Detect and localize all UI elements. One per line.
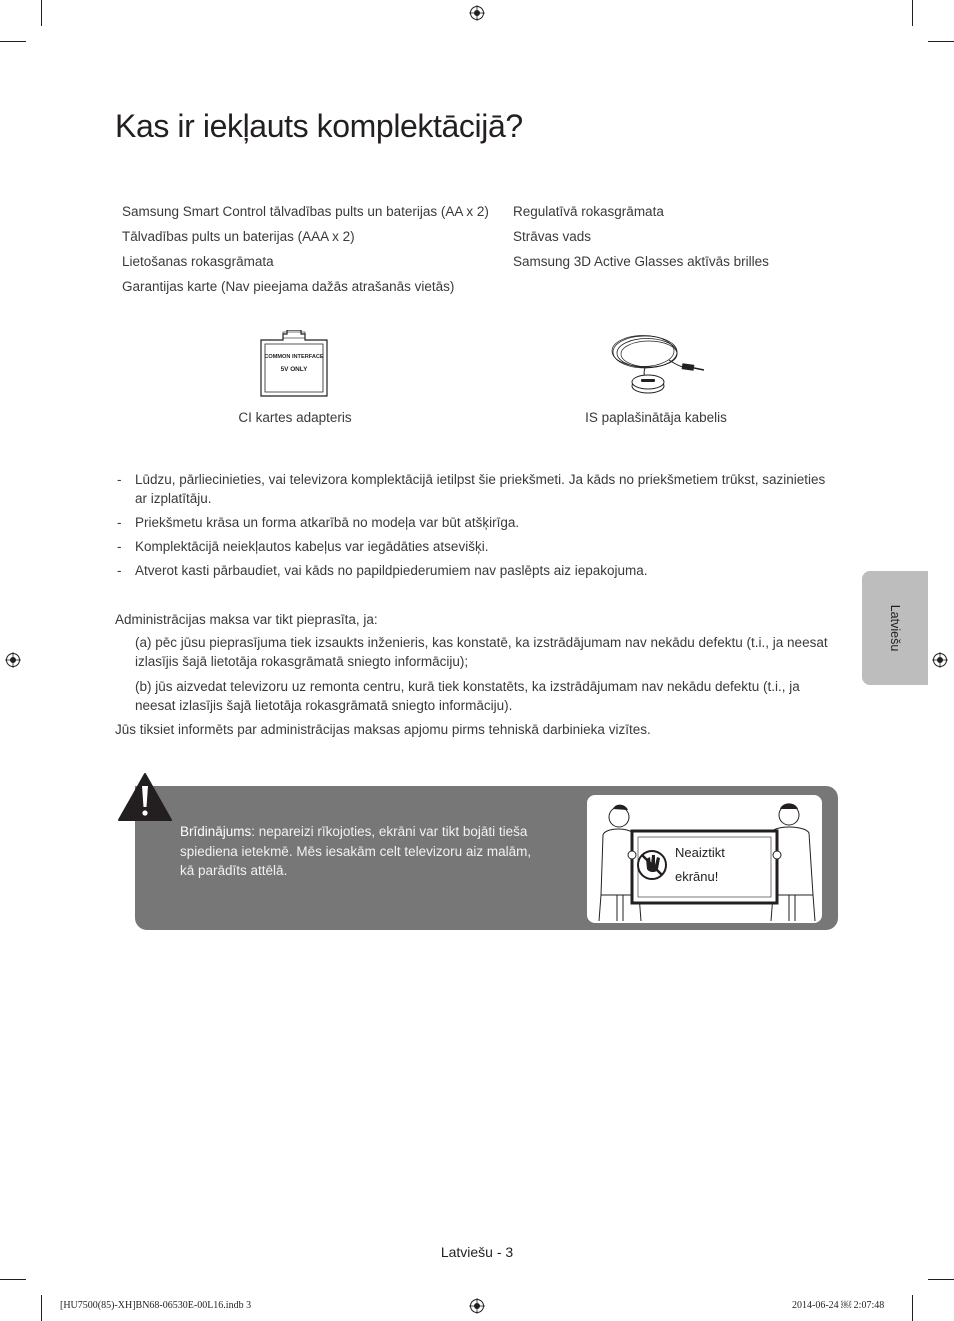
ci-label-line1: COMMON INTERFACE [264,354,324,360]
list-item: Strāvas vads [513,229,592,244]
bullet-dash: - [117,472,122,487]
admin-fee-case-b: (b) jūs aizvedat televizoru uz remonta centru, kurā tiek konstatēts, ka izstrādājumam nav nekādu defektu (t.i., ja neesat izlasījis šajā lietotāja rokasgrāmatā sniegto informāciju). [135,679,800,713]
ir-extender-cable-illustration [605,326,707,402]
registration-mark-icon [932,652,948,668]
screen-text-line1: Neaiztikt [675,845,725,860]
list-item: Garantijas karte (Nav pieejama dažās atrašanās vietās) [122,279,455,294]
warning-body: : nepareizi rīkojoties, ekrāni var tikt bojāti tieša spiediena ietekmē. Mēs iesakām celt televizoru aiz malām, kā parādīts attēlā. [180,824,532,878]
bullet-dash: - [117,563,122,578]
list-item: Regulatīvā rokasgrāmata [513,204,664,219]
list-item: Tālvadības pults un baterijas (AAA x 2) [122,229,355,244]
crop-mark [912,1295,913,1321]
ir-cable-caption: IS paplašinātāja kabelis [585,410,727,425]
print-slug-left: [HU7500(85)-XH]BN68-06530E-00L16.indb 3 [60,1300,252,1311]
crop-mark [0,41,26,42]
page-title: Kas ir iekļauts komplektācijā? [115,108,523,144]
warning-text [180,822,540,881]
ci-label-line2: 5V ONLY [280,366,308,373]
tv-lifting-illustration [587,795,822,923]
crop-mark [41,1295,42,1321]
list-item: Samsung 3D Active Glasses aktīvās brilles [513,254,769,269]
ci-card-adapter-illustration [255,330,333,400]
crop-mark [41,0,42,26]
note-item: - Lūdzu, pārliecinieties, vai televizora komplektācijā ietilpst šie priekšmeti. Ja kāds no priekšmetiem trūkst, sazinieties ar izplatītāju. [117,472,826,506]
admin-fee-case-a: (a) pēc jūsu pieprasījuma tiek izsaukts inženieris, kas konstatē, ka izstrādājumam nav nekādu defektu (t.i., ja neesat izlasījis šajā lietotāja rokasgrāmatā sniegto informāciju); [135,635,828,669]
warning-label: Brīdinājums [180,824,252,839]
crop-mark [912,0,913,26]
side-tab-label: Latviešu [888,604,902,652]
list-item: Samsung Smart Control tālvadības pults un baterijas (AA x 2) [122,204,489,219]
list-item: Lietošanas rokasgrāmata [122,254,274,269]
note-item: - Priekšmetu krāsa un forma atkarībā no modeļa var būt atšķirīga. [117,515,520,530]
admin-fee-outro: Jūs tiksiet informēts par administrācijas maksas apjomu pirms tehniskā darbinieka vizītes. [115,722,651,737]
bullet-dash: - [117,539,122,554]
crop-mark [928,1279,954,1280]
warning-triangle-icon [117,772,173,822]
registration-mark-icon [5,652,21,668]
registration-mark-icon [469,5,485,21]
print-slug-right: 2014-06-24 ￼ 2:07:48 [792,1300,885,1311]
note-item: - Komplektācijā neiekļautos kabeļus var iegādāties atsevišķi. [117,539,489,554]
note-item: - Atverot kasti pārbaudiet, vai kāds no papildpiederumiem nav paslēpts aiz iepakojuma. [117,563,648,578]
admin-fee-intro: Administrācijas maksa var tikt pieprasīta, ja: [115,612,378,627]
ci-adapter-caption: CI kartes adapteris [238,410,352,425]
registration-mark-icon [469,1298,485,1314]
screen-text-line2: ekrānu! [675,869,719,884]
language-side-tab [862,571,928,685]
crop-mark [928,41,954,42]
bullet-dash: - [117,515,122,530]
crop-mark [0,1279,26,1280]
page-number: Latviešu - 3 [440,1244,514,1260]
